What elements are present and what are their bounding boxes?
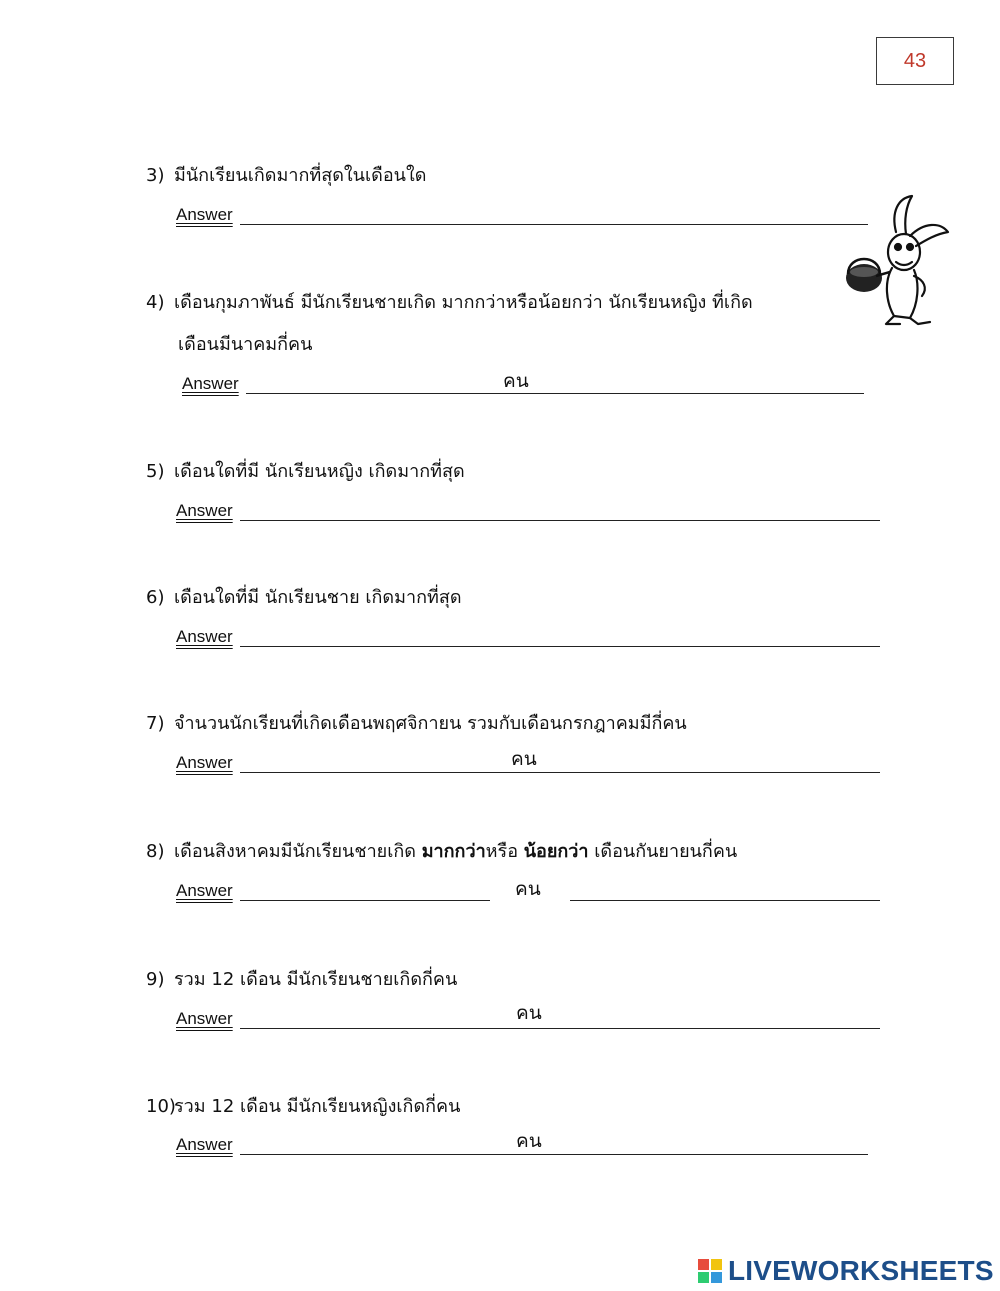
logo-square-icon <box>698 1259 709 1270</box>
answer-label: Answer <box>176 1135 233 1154</box>
logo-square-icon <box>711 1259 722 1270</box>
question-text-e: เดือนกันยายนกี่คน <box>588 841 738 862</box>
question-number: 8) <box>146 841 165 862</box>
answer-line-4[interactable] <box>246 393 864 394</box>
answer-line-3[interactable] <box>240 224 868 225</box>
question-4-continued: เดือนมีนาคมกี่คน <box>178 334 313 355</box>
question-text: จำนวนนักเรียนที่เกิดเดือนพฤศจิกายน รวมกับเดือนกรกฎาคมมีกี่คน <box>174 713 687 734</box>
unit-label: คน <box>511 748 537 770</box>
question-number: 3) <box>146 165 165 186</box>
question-3 <box>146 160 426 189</box>
question-8 <box>146 836 737 865</box>
logo-square-icon <box>711 1272 722 1283</box>
answer-line-6[interactable] <box>240 646 880 647</box>
answer-line-8b[interactable] <box>570 900 880 901</box>
unit-label: คน <box>515 878 541 900</box>
question-text-more: มากกว่า <box>421 841 486 862</box>
answer-line-8a[interactable] <box>240 900 490 901</box>
question-text-less: น้อยกว่า <box>523 841 589 862</box>
question-10 <box>146 1091 460 1120</box>
question-number: 5) <box>146 461 165 482</box>
answer-line-5[interactable] <box>240 520 880 521</box>
question-text: เดือนกุมภาพันธ์ มีนักเรียนชายเกิด มากกว่าหรือน้อยกว่า นักเรียนหญิง ที่เกิด <box>174 292 753 313</box>
logo-mark-icon <box>698 1259 722 1283</box>
answer-label: Answer <box>176 627 233 646</box>
question-number: 6) <box>146 587 165 608</box>
liveworksheets-logo <box>698 1254 994 1288</box>
logo-square-icon <box>698 1272 709 1283</box>
answer-label: Answer <box>176 501 233 520</box>
question-6 <box>146 582 462 611</box>
question-text: เดือนใดที่มี นักเรียนหญิง เกิดมากที่สุด <box>174 461 465 482</box>
page-number-box <box>876 37 954 85</box>
answer-label: Answer <box>182 374 239 393</box>
unit-label: คน <box>516 1002 542 1024</box>
question-4 <box>146 287 753 316</box>
rabbit-illustration <box>836 192 954 328</box>
answer-line-7[interactable] <box>240 772 880 773</box>
unit-label: คน <box>503 370 529 392</box>
answer-label: Answer <box>176 753 233 772</box>
question-number: 10) <box>146 1096 176 1117</box>
answer-line-9[interactable] <box>240 1028 880 1029</box>
question-text: รวม 12 เดือน มีนักเรียนชายเกิดกี่คน <box>174 969 458 990</box>
question-number: 7) <box>146 713 165 734</box>
question-7 <box>146 708 687 737</box>
answer-label: Answer <box>176 205 233 224</box>
answer-label: Answer <box>176 881 233 900</box>
answer-line-10[interactable] <box>240 1154 868 1155</box>
question-text: มีนักเรียนเกิดมากที่สุดในเดือนใด <box>174 165 427 186</box>
question-text-a: เดือนสิงหาคมมีนักเรียนชายเกิด <box>174 841 422 862</box>
logo-text: LIVEWORKSHEETS <box>728 1255 994 1286</box>
question-text-or: หรือ <box>485 841 524 862</box>
question-5 <box>146 456 465 485</box>
answer-label: Answer <box>176 1009 233 1028</box>
question-9 <box>146 964 457 993</box>
question-text: รวม 12 เดือน มีนักเรียนหญิงเกิดกี่คน <box>174 1096 461 1117</box>
question-number: 4) <box>146 292 165 313</box>
unit-label: คน <box>516 1130 542 1152</box>
question-text: เดือนใดที่มี นักเรียนชาย เกิดมากที่สุด <box>174 587 462 608</box>
page-number: 43 <box>903 49 927 72</box>
question-number: 9) <box>146 969 165 990</box>
